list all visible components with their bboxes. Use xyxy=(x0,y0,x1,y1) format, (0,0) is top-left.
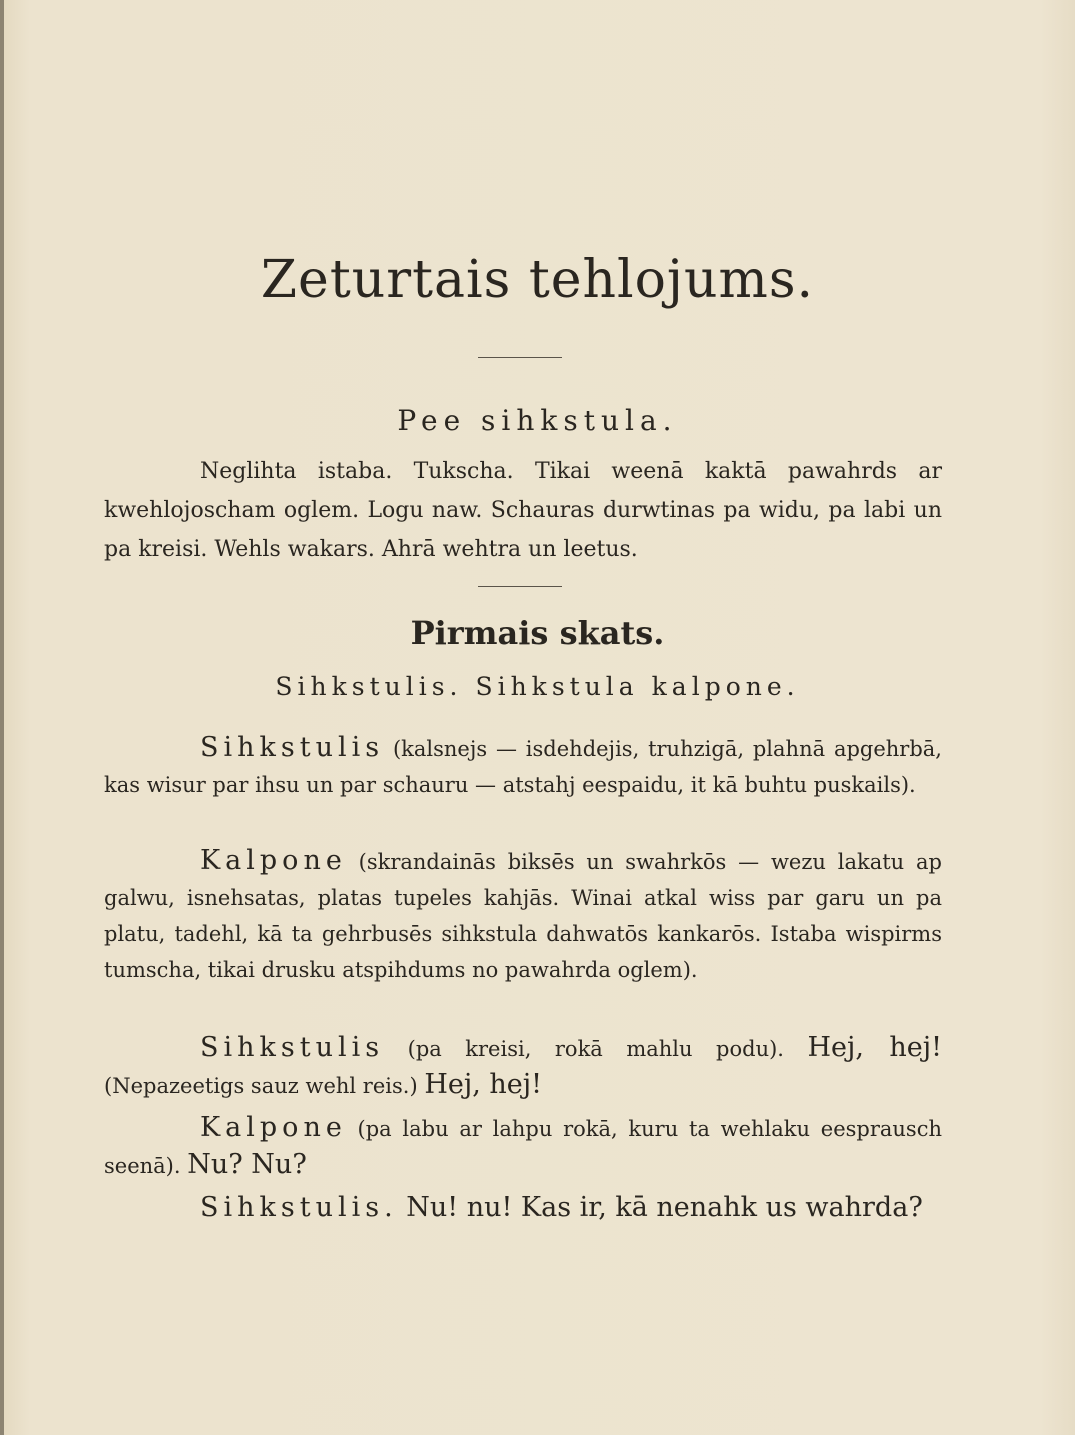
chapter-heading: Zeturtais tehlojums. xyxy=(260,250,815,310)
speaker-name: Kalpone xyxy=(200,845,347,876)
paragraph-2 xyxy=(104,843,942,988)
stage-direction: (Nepazeetigs sauz wehl reis.) xyxy=(104,1074,425,1098)
dialogue-line: Hej, hej! xyxy=(807,1032,942,1063)
paragraph-3 xyxy=(104,1030,942,1104)
speaker-name: Sihkstulis. xyxy=(200,1192,398,1223)
paragraph-5 xyxy=(104,1190,942,1227)
divider-top xyxy=(478,357,562,358)
act-title: Pirmais skats. xyxy=(410,614,665,652)
cast-line: Sihkstulis. Sihkstula kalpone. xyxy=(275,672,800,701)
scene-title: Pee sihkstula. xyxy=(397,404,678,437)
dialogue-line: Nu! nu! Kas ir, kā nenahk us wahrda? xyxy=(397,1192,923,1223)
stage-direction: (pa kreisi, rokā mahlu podu). xyxy=(384,1037,808,1061)
speaker-name: Kalpone xyxy=(200,1112,347,1143)
speaker-name: Sihkstulis xyxy=(200,732,385,763)
stage-direction: (pa labu ar lahpu rokā, kuru ta wehlaku eesprausch seenā). xyxy=(104,1117,942,1178)
page-edge xyxy=(0,0,4,1435)
paragraph-1 xyxy=(104,730,942,803)
stage-direction: (skrandainās biksēs un swahrkōs — wezu lakatu ap galwu, isnehsatas, platas tupeles kahjās. Winai atkal wiss par garu un pa platu, tadehl, kā ta gehrbusēs sihkstula dahwatōs kankarōs. Istaba wispirms tumscha, tikai drusku atspihdums no pawahrda oglem). xyxy=(104,850,942,982)
stage-direction: (kalsnejs — isdehdejis, truhzigā, plahnā apgehrbā, kas wisur par ihsu un par schauru — atstahj eespaidu, it kā buhtu puskails). xyxy=(104,737,942,797)
divider-middle xyxy=(478,586,562,587)
speaker-name: Sihkstulis xyxy=(200,1032,385,1063)
dialogue-line: Nu? Nu? xyxy=(187,1149,307,1180)
dialogue-line: Hej, hej! xyxy=(424,1069,542,1100)
stage-setting: Neglihta istaba. Tukscha. Tikai weenā kaktā pawahrds ar kwehlojoscham oglem. Logu naw. Schauras durwtinas pa widu, pa labi un pa kreisi. Wehls wakars. Ahrā wehtra un leetus. xyxy=(104,459,942,562)
paragraph-4 xyxy=(104,1110,942,1184)
